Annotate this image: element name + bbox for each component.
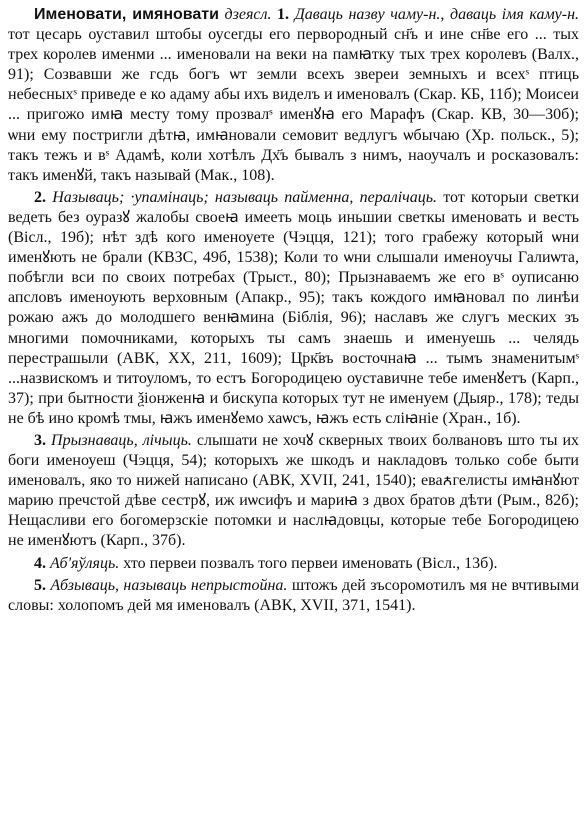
sense-examples: хто первеи позвалъ того первеи именовать (Вісл., 13б). — [123, 554, 498, 572]
sense-paragraph-4 — [8, 554, 579, 574]
sense-examples: штожъ дей зъсоромотилъ мя не вчтивыми словы: холопомъ дей мя именовалъ (АВК, XVII, 371, 1541). — [8, 576, 580, 614]
sense-paragraph-1 — [8, 5, 579, 186]
grammar-label: дзеясл. — [224, 6, 272, 23]
sense-examples: слышати не хочꙋ скверных твоих болвановъ што ты их боги именоуеш (Чэцця, 54); которыхъ же шкодъ и накладовъ только собе быти именовалъ, яко то нижей написано (АВК, XVII, 241, 1540); еваꙉгелисты имꙗнꙋют марию пречстой дѣве сестрꙋ, иж иѡсифъ и мариꙗ з двох братов дѣти (Рым., 82б); Нещасливи его богомерзскіе потомки и наслꙗдовцы, которые тебе Богородицею не именꙋютъ (Карп., 37б). — [8, 431, 580, 550]
sense-paragraph-5 — [8, 576, 579, 616]
sense-gloss: Прызнаваць, лічыць. — [51, 431, 192, 449]
sense-number: 2. — [34, 188, 46, 206]
sense-number: 1. — [277, 6, 290, 23]
sense-number: 3. — [34, 431, 46, 449]
sense-examples: тот которыи светки ведеть без оуразꙋ жалобы своеꙗ имееть моць иньшии светкы именовать и весть (Вісл., 19б); нѣт здѣ кого именоуете (Чэцця, 121); того грабежу который ѡни именꙋють не брали (КВЗС, 49б, 1538); Коли то ѡни слышали именоучы Галиѡта, побѣгли вси по своих потребах (Трыст., 80); Прызнаваемъ же его вˢ оуписаню апсловъ именоують верховным (Апакр., 95); такъ кождого имꙗновал по линѣи рожаю ажъ до молодшего венꙗмина (Біблія, 96); наславъ же слугъ меских зъ многими помочниками, которыхъ ты самъ знаешь и именуешь ... челядь перестрашыли (АВК, XX, 211, 1609); Црк҃въ восточнаꙗ ... тымъ знаменитымˢ ...назвискомъ и титоуломъ, то естъ Богородицею оуставичне тебе именꙋетъ (Карп., 37); при бытности ѯіонженꙗ и бискупа которых тут не именуем (Дыяр., 178); теды не бѣ ино кромѣ тмы, ꙗжъ именꙋемо хаѡсъ, ꙗжъ есть сліꙗніе (Хран., 1б). — [8, 188, 580, 427]
sense-paragraph-2 — [8, 188, 579, 429]
sense-gloss: Даваць назву чаму-н., даваць імя каму-н. — [294, 6, 580, 23]
sense-paragraph-3 — [8, 431, 579, 552]
entry-headword: Именовати, имяновати — [34, 6, 219, 23]
sense-examples: тот цесарь оуставил штобы оусегды его первородный сн҃ъ и ине сн҃ве его ... тых трех королев именми ... именовали на веки на памꙗтку тых трех королевъ (Валх., 91); Созвавши же гсдь богъ ѡт земли всехъ звереи земныхъ и всехˢ птиць небесныхˢ приведе е ко адаму абы ихъ виделъ и именовалъ (Скар. КБ, 11б); Моисеи ... пригожо имꙗ месту тому прозвалˢ именꙋꙗ его Марафъ (Скар. КВ, 30—30б); ѡни ему постригли дѣтꙗ, имꙗновали семовит ведлугъ ѡбычаю (Хр. польск., 5); такъ тежъ и вˢ Адамѣ, коли хотѣлъ Дх҃ъ бывалъ з нимъ, наоучалъ и росказовалъ: такъ именꙋй, такъ называй (Мак., 108). — [8, 26, 579, 184]
sense-gloss: Называць; ·упамінаць; называць пайменна, пералічаць. — [52, 188, 438, 206]
sense-number: 5. — [34, 576, 46, 594]
sense-gloss: Аб'яўляць. — [50, 554, 120, 572]
sense-gloss: Абзываць, называць непрыстойна. — [50, 576, 288, 594]
sense-number: 4. — [34, 554, 46, 572]
